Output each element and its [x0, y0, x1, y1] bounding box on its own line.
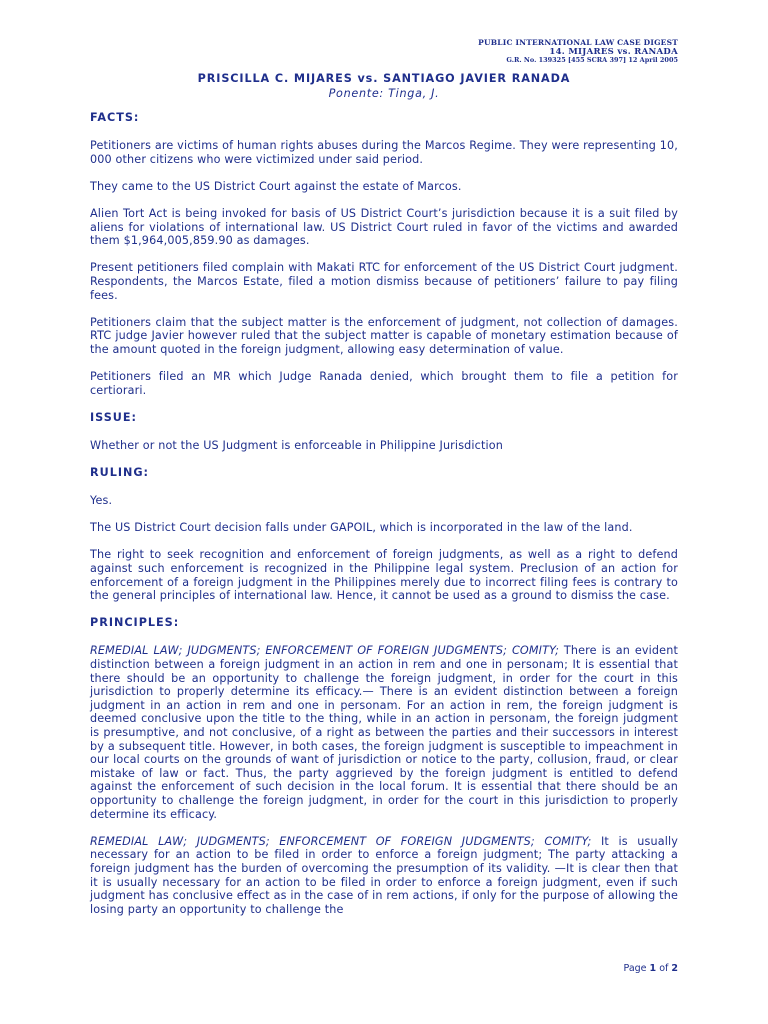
facts-paragraph: Petitioners are victims of human rights abuses during the Marcos Regime. They were representing 10, 000 other citizens who were victimized under said period.	[90, 139, 678, 166]
page-of-label: of	[656, 963, 672, 974]
principle-text: There is an evident distinction between a foreign judgment in an action in rem and one in personam; It is essential that there should be an opportunity to challenge the foreign judgment, in order for the court in this jurisdiction to properly determine its efficacy.— There is an evident distinction between a foreign judgment in an action in rem and one in personam. For an action in rem, the foreign judgment is deemed conclusive upon the title to the thing, while in an action in personam, the foreign judgment is presumptive, and not conclusive, of a right as between the parties and their successors in interest by a subsequent title. However, in both cases, the foreign judgment is susceptible to impeachment in our local courts on the grounds of want of jurisdiction or notice to the party, collusion, fraud, or clear mistake of law or fact. Thus, the party aggrieved by the foreign judgment is entitled to defend against the enforcement of such decision in the local forum. It is essential that there should be an opportunity to challenge the foreign judgment, in order for the court in this jurisdiction to properly determine its efficacy.	[90, 644, 678, 821]
ruling-paragraph: The US District Court decision falls under GAPOIL, which is incorporated in the law of the land.	[90, 521, 633, 535]
issue-heading: ISSUE:	[90, 410, 137, 424]
principle-text: It is usually necessary for an action to be filed in order to enforce a foreign judgment; The party attacking a foreign judgment has the burden of overcoming the presumption of its validity. —It is clear then that it is usually necessary for an action to be filed in order to enforce a foreign judgment, even if such judgment has conclusive effect as in the case of in rem actions, if only for the purpose of allowing the losing party an opportunity to challenge the	[90, 834, 678, 916]
ponente: Ponente: Tinga, J.	[328, 87, 440, 100]
facts-heading: FACTS:	[90, 111, 140, 124]
page-label: Page	[623, 963, 650, 974]
facts-paragraph: They came to the US District Court against the estate of Marcos.	[90, 179, 462, 193]
ruling-paragraph: Yes.	[90, 494, 113, 508]
page-total: 2	[671, 963, 678, 974]
principle-lead: REMEDIAL LAW; JUDGMENTS; ENFORCEMENT OF FOREIGN JUDGMENTS; COMITY;	[90, 644, 560, 658]
header-citation: G.R. No. 139325 [455 SCRA 397] 12 April 2005	[506, 56, 678, 65]
page-footer	[624, 963, 678, 974]
facts-paragraph: Alien Tort Act is being invoked for basis of US District Court’s jurisdiction because it is a suit filed by aliens for violations of international law. US District Court ruled in favor of the victims and awarded them $1,964,005,859.90 as damages.	[90, 206, 678, 248]
ruling-heading: RULING:	[90, 466, 150, 480]
header-series: PUBLIC INTERNATIONAL LAW CASE DIGEST	[478, 38, 678, 47]
case-digest-header	[478, 39, 678, 65]
facts-paragraph: Present petitioners filed complain with Makati RTC for enforcement of the US District Court judgment. Respondents, the Marcos Estate, filed a motion dismiss because of petitioners’ failure to pay filing fees.	[90, 261, 678, 302]
ruling-paragraph: The right to seek recognition and enforcement of foreign judgments, as well as a right to defend against such enforcement is recognized in the Philippine legal system. Preclusion of an action for enforcement of a foreign judgment in the Philippines merely due to incorrect filing fees is contrary to the general principles of international law. Hence, it cannot be used as a ground to dismiss the case.	[90, 548, 678, 603]
case-title: PRISCILLA C. MIJARES vs. SANTIAGO JAVIER RANADA	[197, 72, 571, 85]
title-block	[90, 72, 678, 101]
facts-paragraph: Petitioners claim that the subject matter is the enforcement of judgment, not collection of damages. RTC judge Javier however ruled that the subject matter is capable of monetary estimation because of the amount quoted in the foreign judgment, allowing easy determination of value.	[90, 315, 678, 356]
document-body	[90, 111, 678, 916]
facts-paragraph: Petitioners filed an MR which Judge Ranada denied, which brought them to file a petition for certiorari.	[90, 370, 678, 397]
principle-paragraph	[90, 835, 678, 917]
issue-text: Whether or not the US Judgment is enforceable in Philippine Jurisdiction	[90, 438, 504, 452]
principles-heading: PRINCIPLES:	[90, 616, 180, 630]
principle-paragraph	[90, 644, 678, 821]
principle-lead: REMEDIAL LAW; JUDGMENTS; ENFORCEMENT OF FOREIGN JUDGMENTS; COMITY;	[90, 834, 592, 848]
header-case-number: 14. MIJARES vs. RANADA	[549, 46, 678, 57]
page-number: 1	[649, 963, 657, 974]
